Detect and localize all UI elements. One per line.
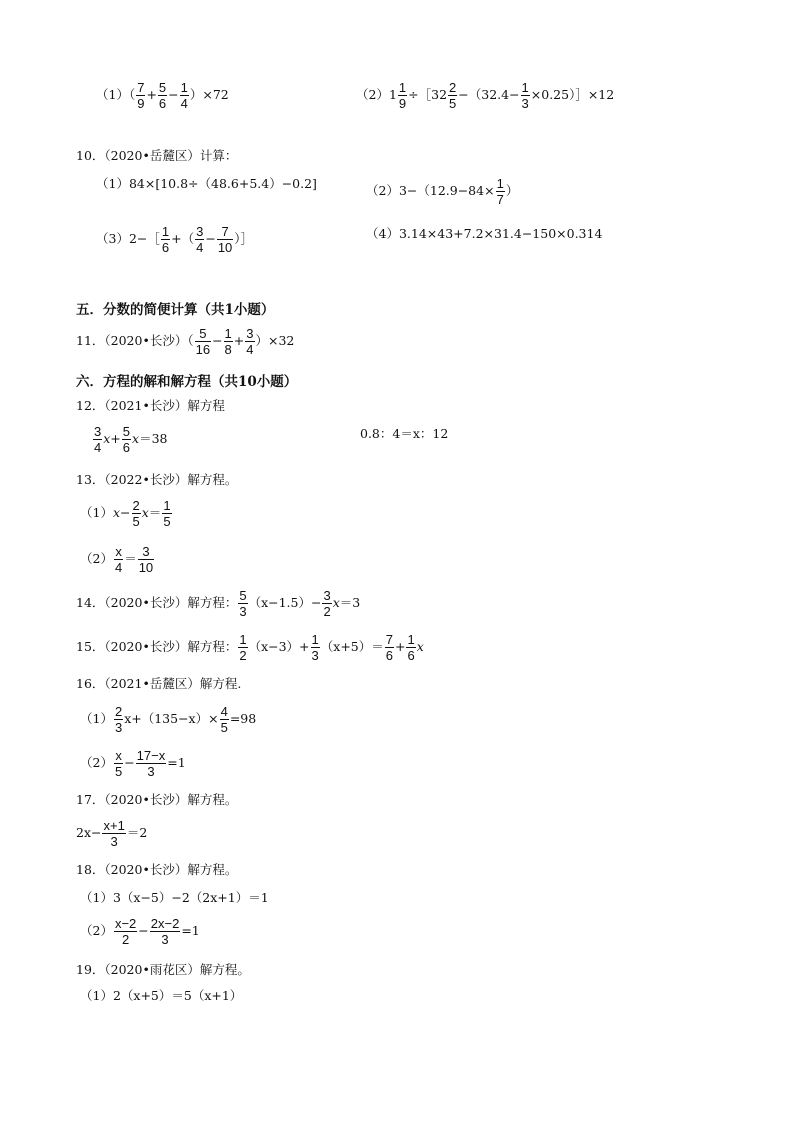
denominator: 4	[246, 342, 254, 357]
operator: +	[394, 639, 406, 654]
problem-9-part-2	[356, 80, 614, 111]
denominator: 3	[161, 932, 169, 947]
numerator: 3	[138, 544, 154, 560]
operator: −	[138, 923, 149, 938]
denominator: 3	[311, 648, 319, 663]
fraction	[398, 80, 407, 111]
fraction	[180, 80, 189, 111]
fraction	[521, 80, 530, 111]
fraction	[195, 224, 204, 255]
fraction	[217, 224, 233, 255]
problem-17-equation	[76, 818, 147, 849]
text: ×0.25）］×12	[530, 87, 615, 102]
fraction	[238, 588, 247, 619]
fraction	[385, 632, 394, 663]
numerator: 3	[246, 326, 254, 341]
fraction	[132, 498, 141, 529]
problem-18-part-1: （1）3（x−5）−2（2x+1）＝1	[80, 890, 269, 905]
numerator: 5	[158, 80, 167, 95]
fraction	[311, 632, 320, 663]
fraction	[114, 544, 123, 575]
numerator: 2	[114, 704, 123, 719]
fraction	[93, 424, 102, 455]
denominator: 9	[398, 96, 407, 111]
text: （x+5）＝	[320, 639, 384, 654]
problem-16-part-1	[80, 704, 256, 735]
operator: +	[233, 333, 245, 348]
fraction	[245, 326, 254, 357]
problem-19-part-1: （1）2（x+5）＝5（x+1）	[80, 988, 243, 1003]
numerator: 1	[311, 632, 319, 647]
denominator: 6	[158, 96, 167, 111]
numerator: 7	[217, 224, 233, 240]
text: （x−3）+	[248, 639, 310, 654]
denominator: 2	[239, 648, 247, 663]
denominator: 4	[180, 96, 188, 111]
variable: x	[416, 639, 424, 654]
text: ÷［32	[408, 87, 448, 102]
denominator: 10	[138, 560, 154, 575]
fraction	[161, 224, 170, 255]
problem-13-part-1	[80, 498, 173, 529]
denominator: 3	[114, 720, 123, 735]
problem-14	[76, 588, 360, 619]
denominator: 3	[239, 604, 247, 619]
numerator: 1	[496, 176, 504, 191]
fraction	[158, 80, 167, 111]
fraction	[136, 80, 145, 111]
operator: −	[124, 755, 135, 770]
text: （2）3−（12.9−84×	[366, 183, 495, 198]
denominator: 5	[114, 764, 123, 779]
problem-17-heading: 17．（2020•长沙）解方程。	[76, 792, 238, 807]
numerator: 5	[239, 588, 247, 603]
text: （1）（	[96, 87, 136, 102]
problem-16-heading: 16．（2021•岳麓区）解方程.	[76, 676, 242, 691]
operator: −	[168, 87, 179, 102]
numerator: 1	[163, 498, 171, 513]
fraction	[122, 424, 131, 455]
fraction	[220, 704, 229, 735]
section-heading-six: 六．方程的解和解方程（共10小题）	[76, 374, 298, 390]
numerator: 17−x	[136, 748, 166, 763]
denominator: 4	[94, 440, 102, 455]
numerator: 7	[137, 80, 145, 95]
problem-10-part-4: （4）3.14×43+7.2×31.4−150×0.314	[366, 226, 603, 241]
numerator: 1	[224, 326, 232, 341]
text: （x−1.5）−	[248, 595, 322, 610]
operator: ＝	[124, 551, 137, 566]
problem-16-part-2	[80, 748, 186, 779]
variable: x	[132, 431, 140, 446]
denominator: 5	[132, 514, 140, 529]
text: 11．（2020•长沙）（	[76, 333, 194, 348]
variable: x	[103, 431, 111, 446]
denominator: 4	[196, 240, 204, 255]
variable: x	[112, 505, 121, 520]
fraction	[138, 544, 154, 575]
denominator: 6	[407, 648, 415, 663]
numerator: 3	[196, 224, 204, 239]
problem-19-heading: 19．（2020•雨花区）解方程。	[76, 962, 250, 977]
text: =1	[181, 923, 200, 938]
text: ＝3	[339, 595, 361, 610]
denominator: 5	[163, 514, 171, 529]
denominator: 3	[147, 764, 155, 779]
text: （2）1	[356, 87, 397, 102]
section-heading-five: 五．分数的简便计算（共1小题）	[76, 302, 275, 318]
numerator: 5	[195, 326, 211, 342]
numerator: 1	[398, 80, 407, 95]
numerator: 1	[161, 224, 170, 239]
numerator: 2	[132, 498, 140, 513]
problem-10-part-1: （1）84×[10.8÷（48.6+5.4）−0.2]	[96, 176, 317, 191]
problem-13-heading: 13．（2022•长沙）解方程。	[76, 472, 238, 487]
text: （1）	[80, 711, 113, 726]
numerator: x−2	[114, 916, 137, 931]
fraction	[448, 80, 457, 111]
fraction	[162, 498, 171, 529]
problem-15	[76, 632, 424, 663]
denominator: 5	[449, 96, 457, 111]
denominator: 8	[224, 342, 232, 357]
numerator: 1	[521, 80, 529, 95]
numerator: x	[115, 544, 122, 559]
text: =98	[229, 711, 257, 726]
denominator: 4	[114, 560, 123, 575]
text: （3）2−［	[96, 231, 160, 246]
numerator: 1	[239, 632, 247, 647]
fraction	[114, 704, 123, 735]
operator: ＝	[148, 505, 162, 520]
fraction	[238, 632, 247, 663]
text: （2）	[80, 923, 113, 938]
fraction	[136, 748, 167, 779]
denominator: 10	[217, 240, 233, 255]
fraction	[195, 326, 211, 357]
problem-18-heading: 18．（2020•长沙）解方程。	[76, 862, 238, 877]
text: −（32.4−	[458, 87, 520, 102]
numerator: 5	[122, 424, 131, 439]
problem-10-part-3	[96, 224, 253, 255]
numerator: 4	[220, 704, 228, 719]
text: ＝38	[139, 431, 168, 446]
fraction	[224, 326, 233, 357]
fraction	[406, 632, 415, 663]
text: 2x−	[76, 825, 102, 840]
problem-18-part-2	[80, 916, 200, 947]
problem-12-heading: 12．（2021•长沙）解方程	[76, 398, 225, 413]
text: ＝2	[126, 825, 148, 840]
numerator: 2x−2	[150, 916, 180, 931]
denominator: 5	[220, 720, 228, 735]
fraction	[150, 916, 181, 947]
problem-12-equation-1	[92, 424, 167, 455]
problem-10-part-2	[366, 176, 518, 207]
denominator: 3	[521, 96, 529, 111]
text: 15．（2020•长沙）解方程：	[76, 639, 238, 654]
numerator: 1	[407, 632, 415, 647]
fraction	[102, 818, 125, 849]
operator: −	[120, 505, 131, 520]
text: ）］	[234, 231, 254, 246]
numerator: 3	[94, 424, 102, 439]
denominator: 16	[195, 342, 211, 357]
denominator: 2	[323, 604, 331, 619]
fraction	[114, 916, 137, 947]
variable: x	[332, 595, 340, 610]
denominator: 6	[122, 440, 131, 455]
operator: +	[146, 87, 157, 102]
variable: x	[141, 505, 149, 520]
text: ）	[505, 183, 519, 198]
text: x+（135−x）×	[124, 711, 219, 726]
text: =1	[167, 755, 186, 770]
numerator: 3	[323, 588, 331, 603]
numerator: x	[115, 748, 122, 763]
operator: +	[110, 431, 121, 446]
fraction	[114, 748, 123, 779]
problem-11	[76, 326, 294, 357]
denominator: 9	[137, 96, 145, 111]
denominator: 7	[496, 192, 504, 207]
numerator: x+1	[103, 818, 125, 833]
text: （2）	[80, 551, 113, 566]
text: ）×32	[255, 333, 295, 348]
problem-12-equation-2: 0.8：4＝x：12	[360, 426, 449, 441]
text: 14．（2020•长沙）解方程：	[76, 595, 238, 610]
text: （2）	[80, 755, 113, 770]
denominator: 6	[385, 648, 393, 663]
denominator: 6	[161, 240, 170, 255]
operator: −	[212, 333, 223, 348]
numerator: 2	[449, 80, 457, 95]
problem-10-heading: 10．（2020•岳麓区）计算：	[76, 148, 238, 163]
text: （1）	[80, 505, 113, 520]
text: +（	[171, 231, 195, 246]
problem-13-part-2	[80, 544, 155, 575]
denominator: 2	[122, 932, 130, 947]
denominator: 3	[110, 834, 118, 849]
fraction	[322, 588, 331, 619]
numerator: 7	[385, 632, 393, 647]
problem-9-part-1	[96, 80, 229, 111]
numerator: 1	[180, 80, 188, 95]
operator: −	[205, 231, 216, 246]
text: ）×72	[189, 87, 229, 102]
fraction	[496, 176, 505, 207]
